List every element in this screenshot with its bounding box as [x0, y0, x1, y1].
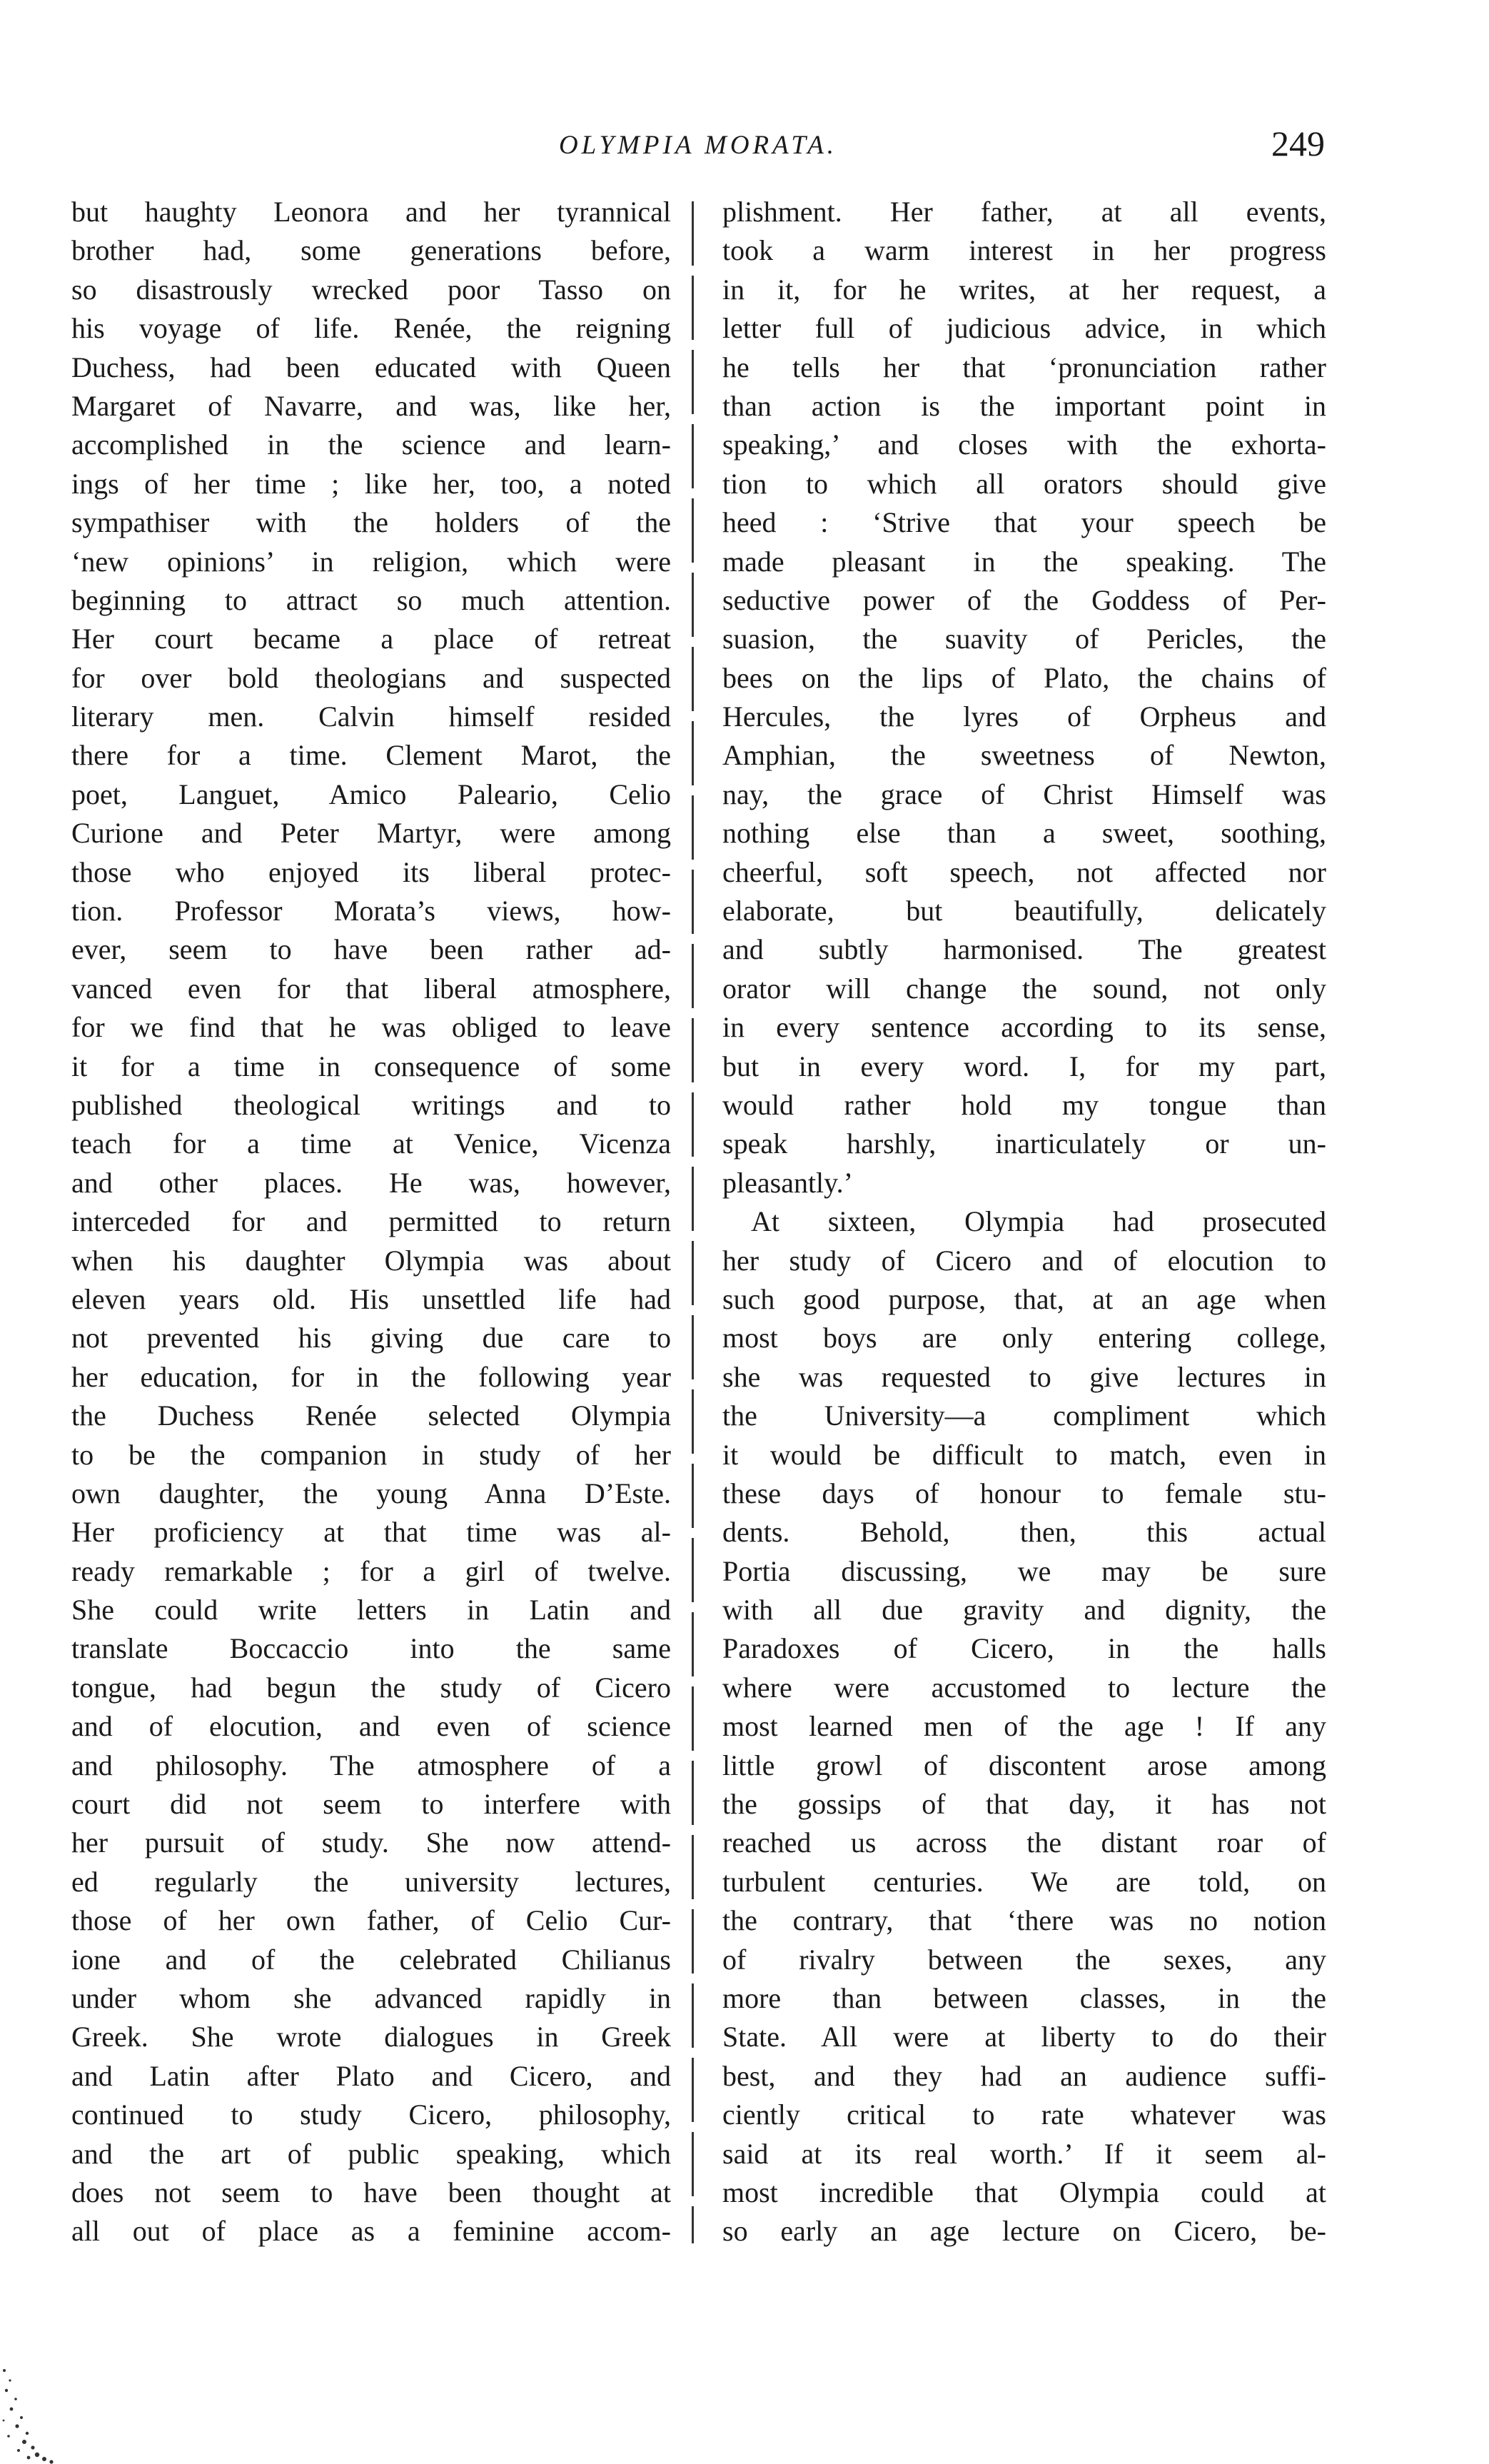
text-line: ever, seem to have been rather ad- — [71, 933, 671, 966]
text-line: made pleasant in the speaking. The — [722, 545, 1326, 578]
text-line: nothing else than a sweet, soothing, — [722, 817, 1326, 850]
text-line: and the art of public speaking, which — [71, 2137, 671, 2170]
text-line: speaking,’ and closes with the exhorta- — [722, 428, 1326, 461]
text-line: nay, the grace of Christ Himself was — [722, 778, 1326, 810]
text-line: but haughty Leonora and her tyrannical — [71, 196, 671, 228]
text-line: turbulent centuries. We are told, on — [722, 1865, 1326, 1898]
text-line: vanced even for that liberal atmosphere, — [71, 972, 671, 1005]
text-line: to be the companion in study of her — [71, 1438, 671, 1471]
text-line: his voyage of life. Renée, the reigning — [71, 312, 671, 345]
text-line: elaborate, but beautifully, delicately — [722, 895, 1326, 927]
corner-specks-decoration — [0, 2349, 64, 2464]
text-line: Curione and Peter Martyr, were among — [71, 817, 671, 850]
text-line: tongue, had begun the study of Cicero — [71, 1671, 671, 1704]
text-line: suasion, the suavity of Pericles, the — [722, 623, 1326, 655]
text-line: the Duchess Renée selected Olympia — [71, 1399, 671, 1432]
text-line: Her proficiency at that time was al- — [71, 1516, 671, 1549]
text-line: there for a time. Clement Marot, the — [71, 739, 671, 772]
text-line: the gossips of that day, it has not — [722, 1788, 1326, 1821]
text-line: translate Boccaccio into the same — [71, 1632, 671, 1665]
text-line: Paradoxes of Cicero, in the halls — [722, 1632, 1326, 1665]
text-line: court did not seem to interfere with — [71, 1788, 671, 1821]
text-line: At sixteen, Olympia had prosecuted — [751, 1205, 1326, 1238]
text-line: State. All were at liberty to do their — [722, 2021, 1326, 2053]
text-line: Her court became a place of retreat — [71, 623, 671, 655]
text-line: and subtly harmonised. The greatest — [722, 933, 1326, 966]
text-line: and philosophy. The atmosphere of a — [71, 1749, 671, 1781]
text-line: with all due gravity and dignity, the — [722, 1594, 1326, 1626]
text-line: ione and of the celebrated Chilianus — [71, 1943, 671, 1976]
text-line: those who enjoyed its liberal protec- — [71, 855, 671, 888]
text-line: her study of Cicero and of elocution to — [722, 1244, 1326, 1277]
text-line: ready remarkable ; for a girl of twelve. — [71, 1554, 671, 1587]
text-line: does not seem to have been thought at — [71, 2176, 671, 2208]
text-line: brother had, some generations before, — [71, 234, 671, 267]
text-line: than action is the important point in — [722, 389, 1326, 422]
running-head — [71, 123, 1325, 174]
text-line: bees on the lips of Plato, the chains of — [722, 661, 1326, 694]
text-line: continued to study Cicero, philosophy, — [71, 2098, 671, 2131]
text-line: Duchess, had been educated with Queen — [71, 351, 671, 383]
text-line: heed : ‘Strive that your speech be — [722, 506, 1326, 539]
text-line: teach for a time at Venice, Vicenza — [71, 1127, 671, 1160]
text-line: Hercules, the lyres of Orpheus and — [722, 700, 1326, 733]
text-line: Amphian, the sweetness of Newton, — [722, 739, 1326, 772]
text-line: letter full of judicious advice, in which — [722, 312, 1326, 345]
text-line: and of elocution, and even of science — [71, 1710, 671, 1743]
right-column — [722, 193, 1326, 2251]
text-line: ed regularly the university lectures, — [71, 1865, 671, 1898]
text-line: would rather hold my tongue than — [722, 1088, 1326, 1121]
text-line: the contrary, that ‘there was no notion — [722, 1904, 1326, 1937]
text-line: orator will change the sound, not only — [722, 972, 1326, 1005]
text-line: little growl of discontent arose among — [722, 1749, 1326, 1781]
text-line: of rivalry between the sexes, any — [722, 1943, 1326, 1976]
text-line: it would be difficult to match, even in — [722, 1438, 1326, 1471]
text-line: when his daughter Olympia was about — [71, 1244, 671, 1277]
text-line: ings of her time ; like her, too, a noted — [71, 467, 671, 500]
text-line: for we find that he was obliged to leave — [71, 1011, 671, 1044]
text-line: in it, for he writes, at her request, a — [722, 273, 1326, 306]
left-column — [71, 193, 671, 2251]
text-line: most incredible that Olympia could at — [722, 2176, 1326, 2208]
text-line: took a warm interest in her progress — [722, 234, 1326, 267]
text-line: literary men. Calvin himself resided — [71, 700, 671, 733]
text-line: most boys are only entering college, — [722, 1322, 1326, 1354]
text-line: for over bold theologians and suspected — [71, 661, 671, 694]
text-line: said at its real worth.’ If it seem al- — [722, 2137, 1326, 2170]
text-line: but in every word. I, for my part, — [722, 1050, 1326, 1082]
text-line: ‘new opinions’ in religion, which were — [71, 545, 671, 578]
text-line: plishment. Her father, at all events, — [722, 196, 1326, 228]
text-line: published theological writings and to — [71, 1088, 671, 1121]
text-line: Portia discussing, we may be sure — [722, 1554, 1326, 1587]
text-line: such good purpose, that, at an age when — [722, 1282, 1326, 1315]
text-line: he tells her that ‘pronunciation rather — [722, 351, 1326, 383]
text-line: sympathiser with the holders of the — [71, 506, 671, 539]
text-line: in every sentence according to its sense, — [722, 1011, 1326, 1044]
text-line: she was requested to give lectures in — [722, 1360, 1326, 1393]
text-line: beginning to attract so much attention. — [71, 583, 671, 616]
text-line: She could write letters in Latin and — [71, 1594, 671, 1626]
text-line: best, and they had an audience suffi- — [722, 2059, 1326, 2092]
text-line: eleven years old. His unsettled life had — [71, 1282, 671, 1315]
text-line: dents. Behold, then, this actual — [722, 1516, 1326, 1549]
text-line: more than between classes, in the — [722, 1981, 1326, 2014]
text-line: where were accustomed to lecture the — [722, 1671, 1326, 1704]
text-line: and Latin after Plato and Cicero, and — [71, 2059, 671, 2092]
text-line: most learned men of the age ! If any — [722, 1710, 1326, 1743]
text-line: ciently critical to rate whatever was — [722, 2098, 1326, 2131]
text-line: all out of place as a feminine accom- — [71, 2215, 671, 2248]
text-line: Greek. She wrote dialogues in Greek — [71, 2021, 671, 2053]
text-line: interceded for and permitted to return — [71, 1205, 671, 1238]
text-line: accomplished in the science and learn- — [71, 428, 671, 461]
text-line: tion. Professor Morata’s views, how- — [71, 895, 671, 927]
text-line: those of her own father, of Celio Cur- — [71, 1904, 671, 1937]
column-divider-rule — [692, 201, 694, 2243]
text-line: Margaret of Navarre, and was, like her, — [71, 389, 671, 422]
text-line: the University—a compliment which — [722, 1399, 1326, 1432]
text-line: not prevented his giving due care to — [71, 1322, 671, 1354]
text-line: cheerful, soft speech, not affected nor — [722, 855, 1326, 888]
text-line: poet, Languet, Amico Paleario, Celio — [71, 778, 671, 810]
text-line: so early an age lecture on Cicero, be- — [722, 2215, 1326, 2248]
text-line: it for a time in consequence of some — [71, 1050, 671, 1082]
text-line: these days of honour to female stu- — [722, 1477, 1326, 1509]
text-line: her pursuit of study. She now attend- — [71, 1826, 671, 1859]
text-line: under whom she advanced rapidly in — [71, 1981, 671, 2014]
running-title: OLYMPIA MORATA. — [558, 131, 838, 160]
text-line: seductive power of the Goddess of Per- — [722, 583, 1326, 616]
page-number: 249 — [1271, 124, 1325, 164]
text-line: so disastrously wrecked poor Tasso on — [71, 273, 671, 306]
text-line: and other places. He was, however, — [71, 1166, 671, 1199]
text-line: reached us across the distant roar of — [722, 1826, 1326, 1859]
text-line: her education, for in the following year — [71, 1360, 671, 1393]
text-line: speak harshly, inarticulately or un- — [722, 1127, 1326, 1160]
text-line: pleasantly.’ — [722, 1166, 853, 1199]
text-line: tion to which all orators should give — [722, 467, 1326, 500]
text-line: own daughter, the young Anna D’Este. — [71, 1477, 671, 1509]
